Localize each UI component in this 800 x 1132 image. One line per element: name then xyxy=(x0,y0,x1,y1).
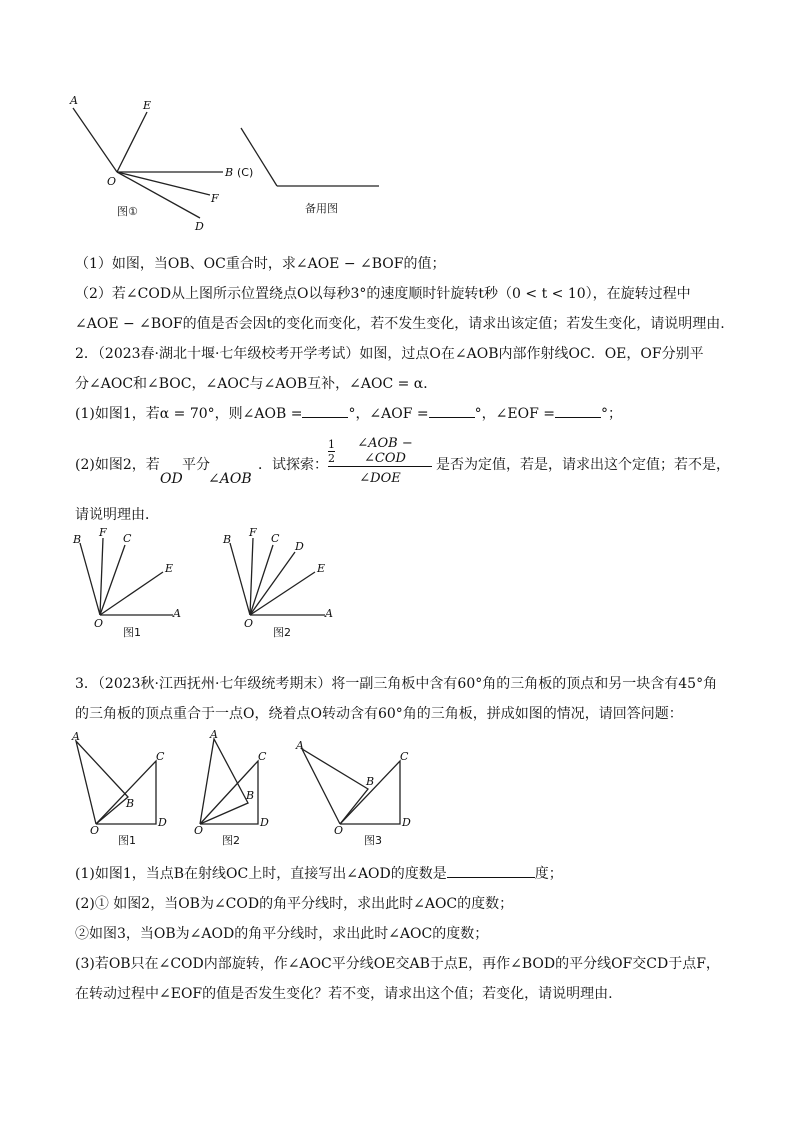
label-e: E xyxy=(317,562,326,575)
ray-oe xyxy=(117,112,147,172)
problem3-heading-line1: 3．（2023秋·江西抚州·七年级统考期末）将一副三角板中含有60°角的三角板的顶点和另一块含有45°角 xyxy=(75,676,718,692)
problem2-figure-1 xyxy=(65,526,195,640)
figure-caption: 图1 xyxy=(123,626,141,639)
ray-oa xyxy=(73,108,117,172)
problem3-q1-text: (1)如图1，当点B在射线OC上时，直接写出∠AOD的度数是 xyxy=(75,866,447,882)
label-b: B xyxy=(366,775,375,788)
label-c: C xyxy=(123,532,132,545)
ray-of xyxy=(100,538,103,615)
problem2-figure-2-svg xyxy=(215,526,350,640)
answer-blank-eof[interactable] xyxy=(555,417,601,418)
problem2-fraction xyxy=(328,436,432,486)
label-d: D xyxy=(295,540,304,553)
problem2-heading-line2: 分∠AOC和∠BOC，∠AOC与∠AOB互补，∠AOC = α． xyxy=(75,376,438,392)
label-c: C xyxy=(156,750,165,763)
numerator-expression: ∠AOB − ∠COD xyxy=(357,436,413,466)
figure-caption: 图3 xyxy=(364,834,382,847)
label-o: O xyxy=(107,175,117,188)
problem3-q3-line1: (3)若OB只在∠COD内部旋转，作∠AOC平分线OE交AB于点E，再作∠BOD的平分线OF交CD于点F， xyxy=(75,956,720,972)
label-d: D xyxy=(402,816,411,829)
problem3-figure-2-svg xyxy=(188,727,298,852)
label-c: C xyxy=(400,750,409,763)
figure-caption: 图2 xyxy=(273,626,291,639)
label-f: F xyxy=(99,526,107,539)
label-b: B xyxy=(225,166,234,179)
problem3-q2b: ②如图3，当OB为∠AOD的角平分线时，求出此时∠AOC的度数； xyxy=(75,926,489,942)
label-f: F xyxy=(211,192,219,205)
problem3-q1 xyxy=(75,865,563,883)
problem2-q2-rest: 是否为定值，若是，请求出这个定值；若不是， xyxy=(436,457,730,473)
problem2-figure-1-svg xyxy=(65,526,195,640)
problem3-heading-line2: 的三角板的顶点重合于一点O，绕着点O转动含有60°角的三角板，拼成如图的情况，请回答问题： xyxy=(75,706,683,722)
problem1-q1: （1）如图，当OB、OC重合时，求∠AOE − ∠BOF的值； xyxy=(75,256,446,272)
label-b: B xyxy=(73,533,82,546)
problem2-q2-od: OD xyxy=(160,471,183,487)
ray-ob xyxy=(80,543,100,615)
problem1-spare-figure-svg xyxy=(235,120,395,220)
problem2-q2-try: ．试探索： xyxy=(258,457,328,473)
label-a: A xyxy=(173,607,181,620)
problem3-figure-3 xyxy=(290,727,430,852)
problem3-figure-3-svg xyxy=(290,727,430,852)
half-fraction xyxy=(328,438,335,465)
answer-blank-aod[interactable] xyxy=(447,877,535,878)
problem2-heading-line1: 2．（2023春·湖北十堰·七年级校考开学考试）如图，过点O在∠AOB内部作射线OC．OE，OF分别平 xyxy=(75,346,704,362)
answer-blank-aof[interactable] xyxy=(429,417,475,418)
label-a: A xyxy=(210,728,218,741)
fraction-numerator xyxy=(328,436,432,466)
problem1-spare-figure xyxy=(235,120,395,220)
triangle-45 xyxy=(340,761,400,824)
figure-caption: 图① xyxy=(117,205,138,218)
problem2-q1-text-c: °，∠EOF = xyxy=(474,406,555,422)
problem2-figure-2 xyxy=(215,526,350,640)
label-a: A xyxy=(72,730,80,743)
problem2-q1 xyxy=(75,405,622,423)
label-c: C xyxy=(271,532,280,545)
problem3-figure-1-svg xyxy=(68,727,178,852)
label-o: O xyxy=(94,617,104,630)
label-b: B xyxy=(126,797,135,810)
label-d: D xyxy=(158,816,167,829)
problem2-q2-aob: ∠AOB xyxy=(208,471,252,487)
problem2-q2-prefix: (2)如图2，若 xyxy=(75,457,160,473)
problem3-q3-line2: 在转动过程中∠EOF的值是否发生变化？若不变，请求出这个值；若变化，请说明理由. xyxy=(75,986,613,1002)
ray-ob xyxy=(230,543,250,615)
fraction-denominator: ∠DOE xyxy=(328,466,432,486)
label-c: C xyxy=(258,750,267,763)
label-a: A xyxy=(325,607,333,620)
spare-ray-left xyxy=(241,128,277,186)
label-a: A xyxy=(296,739,304,752)
label-d: D xyxy=(195,220,204,233)
label-o: O xyxy=(244,617,254,630)
problem3-figure-1 xyxy=(68,727,178,852)
figure-caption: 备用图 xyxy=(305,202,338,215)
problem2-q1-text-d: °； xyxy=(600,406,622,422)
problem1-q2-line1: （2）若∠COD从上图所示位置绕点O以每秒3°的速度顺时针旋转t秒（0 < t < 10），在旋转过程中 xyxy=(75,286,691,302)
problem3-figure-2 xyxy=(188,727,298,852)
answer-blank-aob[interactable] xyxy=(302,417,348,418)
label-o: O xyxy=(334,824,344,837)
label-d: D xyxy=(260,816,269,829)
half-num: 1 xyxy=(328,437,335,451)
label-e: E xyxy=(165,562,174,575)
label-e: E xyxy=(143,99,152,112)
triangle-60 xyxy=(76,741,128,824)
triangle-60 xyxy=(302,749,368,824)
ray-of xyxy=(250,538,253,615)
label-b: B xyxy=(246,789,255,802)
label-c: (C) xyxy=(237,166,254,179)
problem2-q2-explain: 请说明理由． xyxy=(75,507,159,523)
half-den: 2 xyxy=(328,451,335,465)
ray-od xyxy=(250,552,295,615)
ray-oc xyxy=(100,545,125,615)
problem3-q1-unit: 度； xyxy=(534,866,563,882)
ray-oc xyxy=(250,545,273,615)
label-f: F xyxy=(249,526,257,539)
ray-oe xyxy=(250,572,315,615)
label-o: O xyxy=(90,824,100,837)
ray-of xyxy=(117,172,210,195)
problem2-q1-text-a: (1)如图1，若α = 70°，则∠AOB = xyxy=(75,406,303,422)
label-a: A xyxy=(70,94,78,107)
problem2-q2-bisects: 平分 xyxy=(182,457,210,473)
ray-oe xyxy=(100,572,163,615)
label-b: B xyxy=(223,533,232,546)
figure-caption: 图2 xyxy=(222,834,240,847)
figure-caption: 图1 xyxy=(118,834,136,847)
problem1-q2-line2: ∠AOE − ∠BOF的值是否会因t的变化而变化，若不发生变化，请求出该定值；若发生变化，请说明理由. xyxy=(75,316,725,332)
problem2-q1-text-b: °，∠AOF = xyxy=(348,406,429,422)
label-o: O xyxy=(194,824,204,837)
triangle-60 xyxy=(200,739,248,824)
triangle-45 xyxy=(96,761,156,824)
problem3-q2: (2)① 如图2，当OB为∠COD的角平分线时，求出此时∠AOC的度数； xyxy=(75,896,514,912)
